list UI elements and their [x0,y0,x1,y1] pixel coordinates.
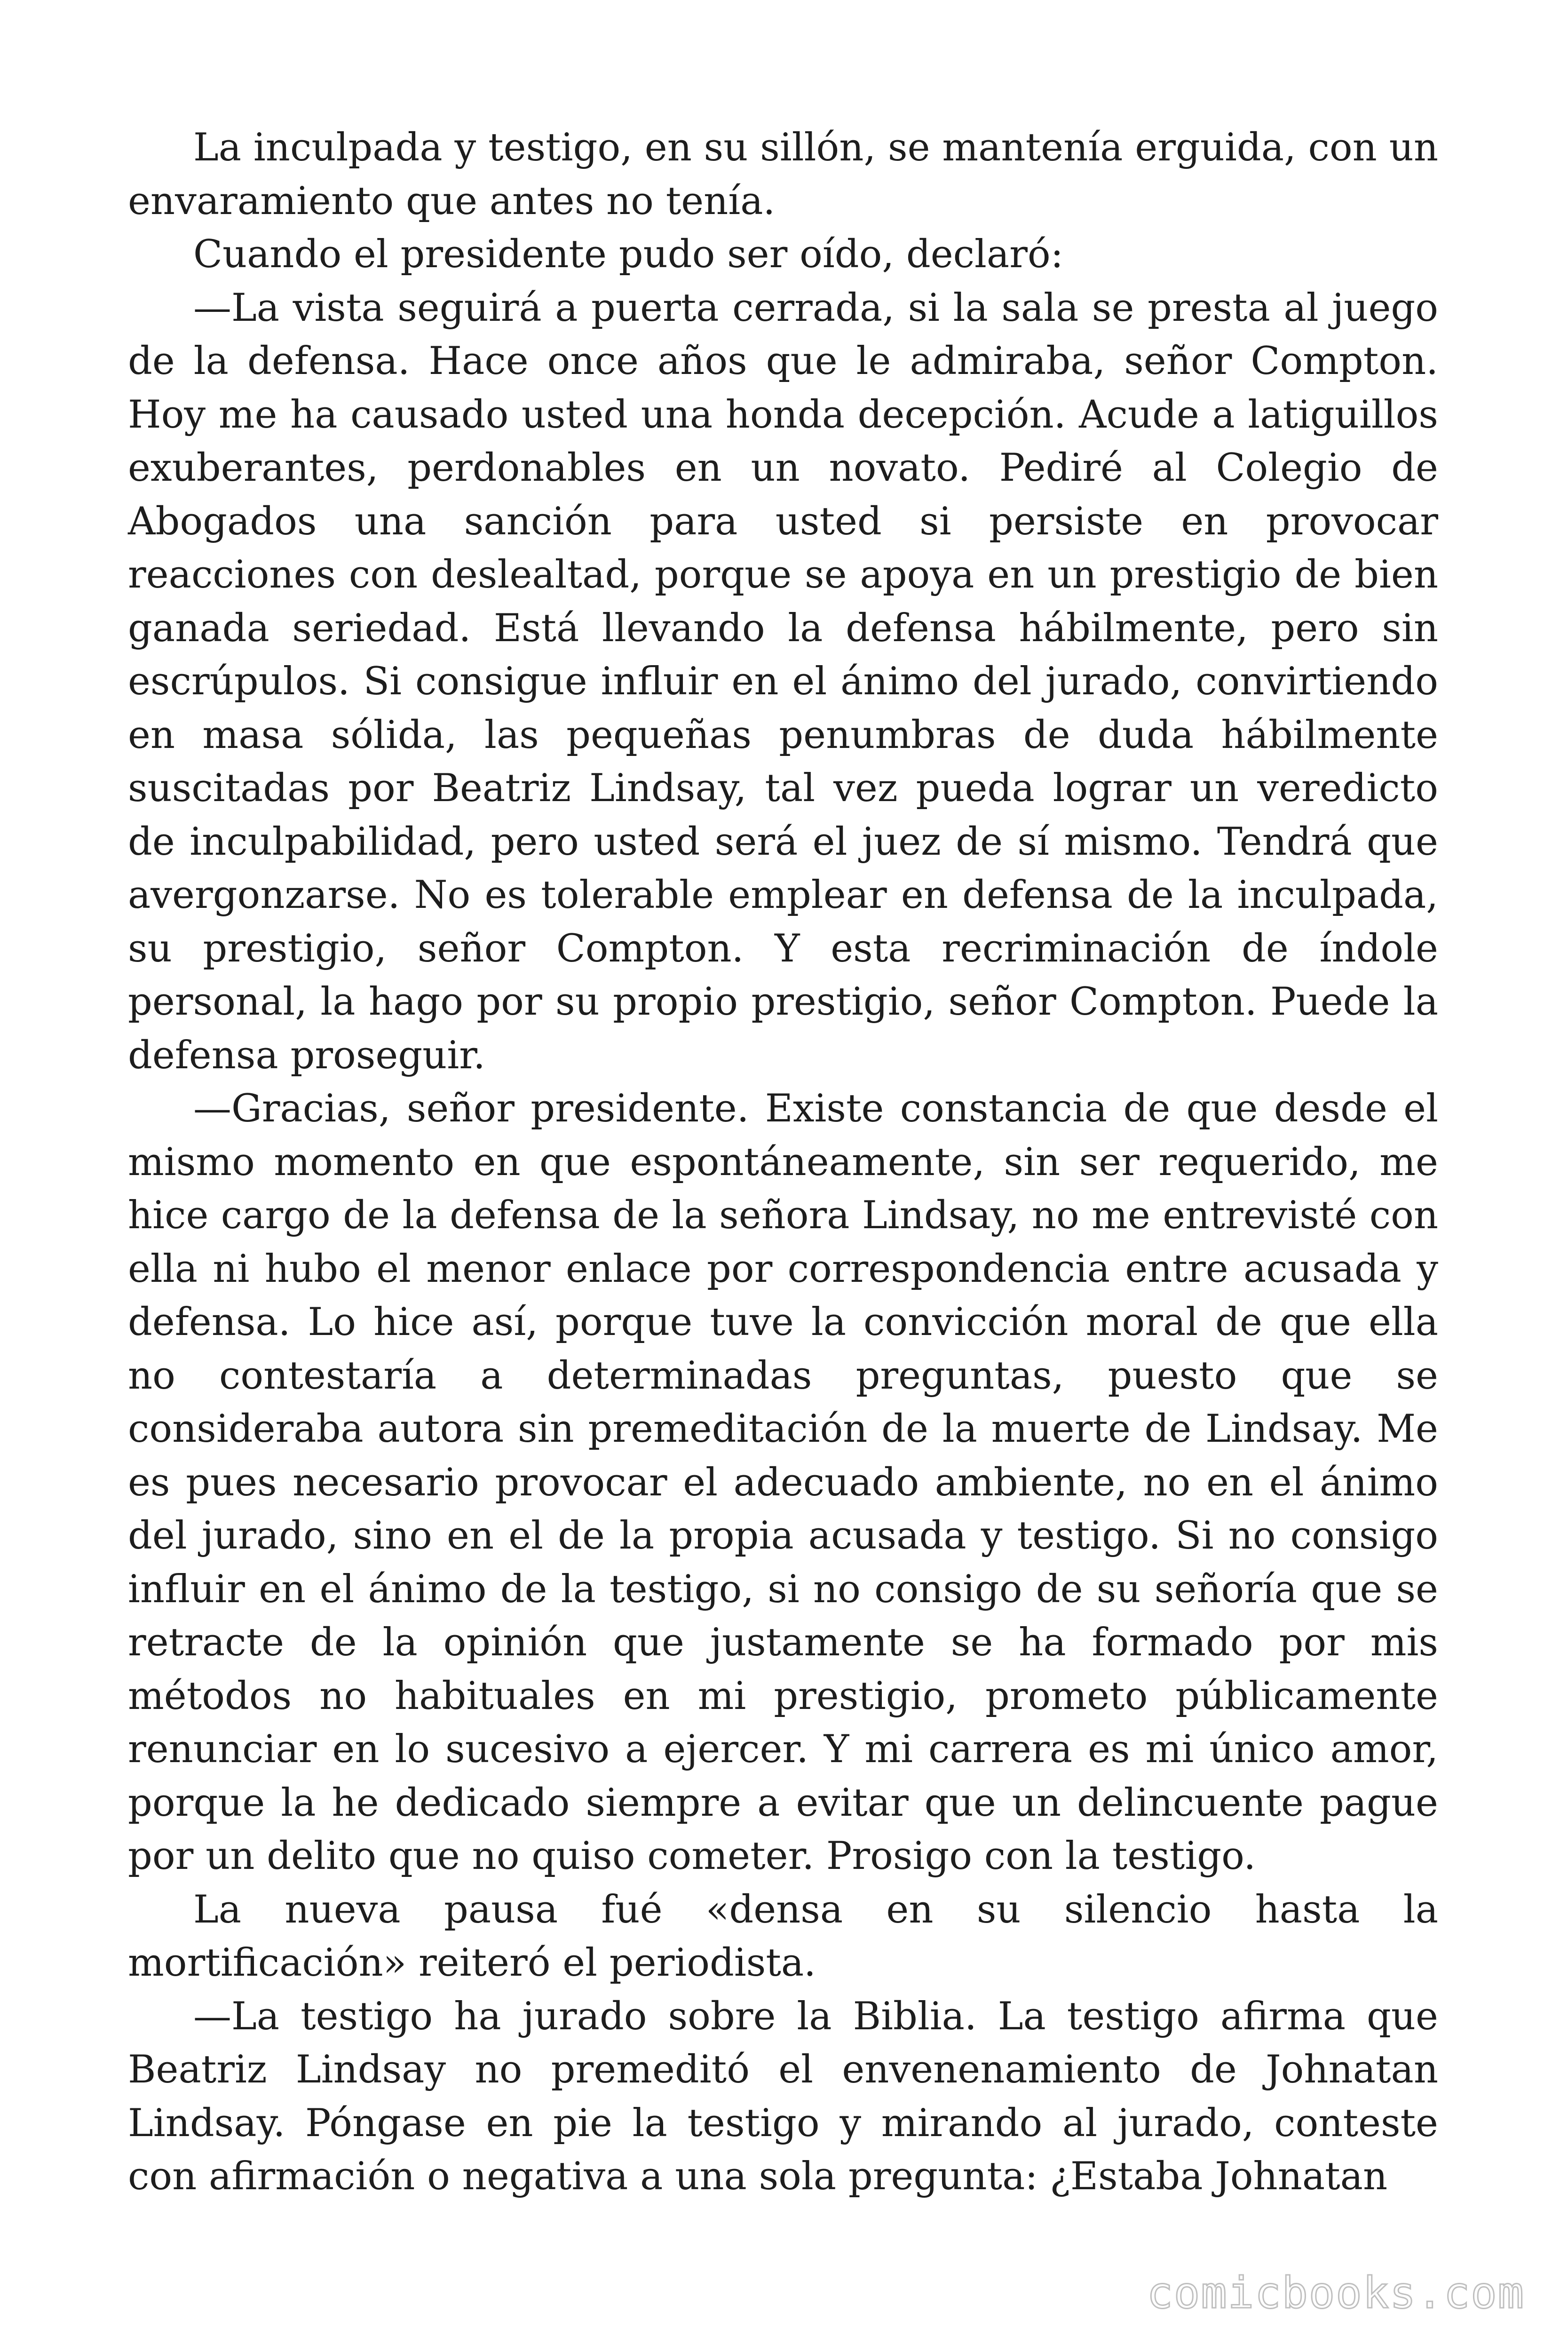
paragraph: La inculpada y testigo, en su sillón, se mantenía erguida, con un envaramiento que antes no tenía. [128,126,1438,223]
paragraph: Cuando el presidente pudo ser oído, declaró: [193,232,1063,277]
paragraph: —Gracias, señor presidente. Existe constancia de que desde el mismo momento en que espontáneamente, sin ser requerido, me hice cargo de la defensa de la señora Lindsay, no me entrevisté con ella ni hubo el menor enlace por correspondencia entre acusada y defensa. Lo hice así, porque tuve la convicción moral de que ella no contestaría a determinadas preguntas, puesto que se consideraba autora sin premeditación de la muerte de Lindsay. Me es pues necesario provocar el adecuado ambiente, no en el ánimo del jurado, sino en el de la propia acusada y testigo. Si no consigo influir en el ánimo de la testigo, si no consigo de su señoría que se retracte de la opinión que justamente se ha formado por mis métodos no habituales en mi prestigio, prometo públicamente renunciar en lo sucesivo a ejercer. Y mi carrera es mi único amor, porque la he dedicado siempre a evitar que un delincuente pague por un delito que no quiso cometer. Prosigo con la testigo. [128,1087,1438,1878]
paragraph: —La vista seguirá a puerta cerrada, si la sala se presta al juego de la defensa. Hace once años que le admiraba, señor Compton. Hoy me ha causado usted una honda decepción. Acude a latiguillos exuberantes, perdonables en un novato. Pediré al Colegio de Abogados una sanción para usted si persiste en provocar reacciones con deslealtad, porque se apoya en un prestigio de bien ganada seriedad. Está llevando la defensa hábilmente, pero sin escrúpulos. Si consigue influir en el ánimo del jurado, convirtiendo en masa sólida, las pequeñas penumbras de duda hábilmente suscitadas por Beatriz Lindsay, tal vez pueda lograr un veredicto de inculpabilidad, pero usted será el juez de sí mismo. Tendrá que avergonzarse. No es tolerable emplear en defensa de la inculpada, su prestigio, señor Compton. Y esta recriminación de índole personal, la hago por su propio prestigio, señor Compton. Puede la defensa proseguir. [128,286,1438,1078]
paragraph: La nueva pausa fué «densa en su silencio hasta la mortificación» reiteró el periodista. [128,1887,1438,1985]
watermark: comicbooks.com [1147,2268,1525,2318]
paragraph: —La testigo ha jurado sobre la Biblia. La testigo afirma que Beatriz Lindsay no premeditó el envenenamiento de Johnatan Lindsay. Póngase en pie la testigo y mirando al jurado, conteste con afirmación o negativa a una sola pregunta: ¿Estaba Johnatan [128,1994,1438,2199]
page-text [128,121,1438,2204]
